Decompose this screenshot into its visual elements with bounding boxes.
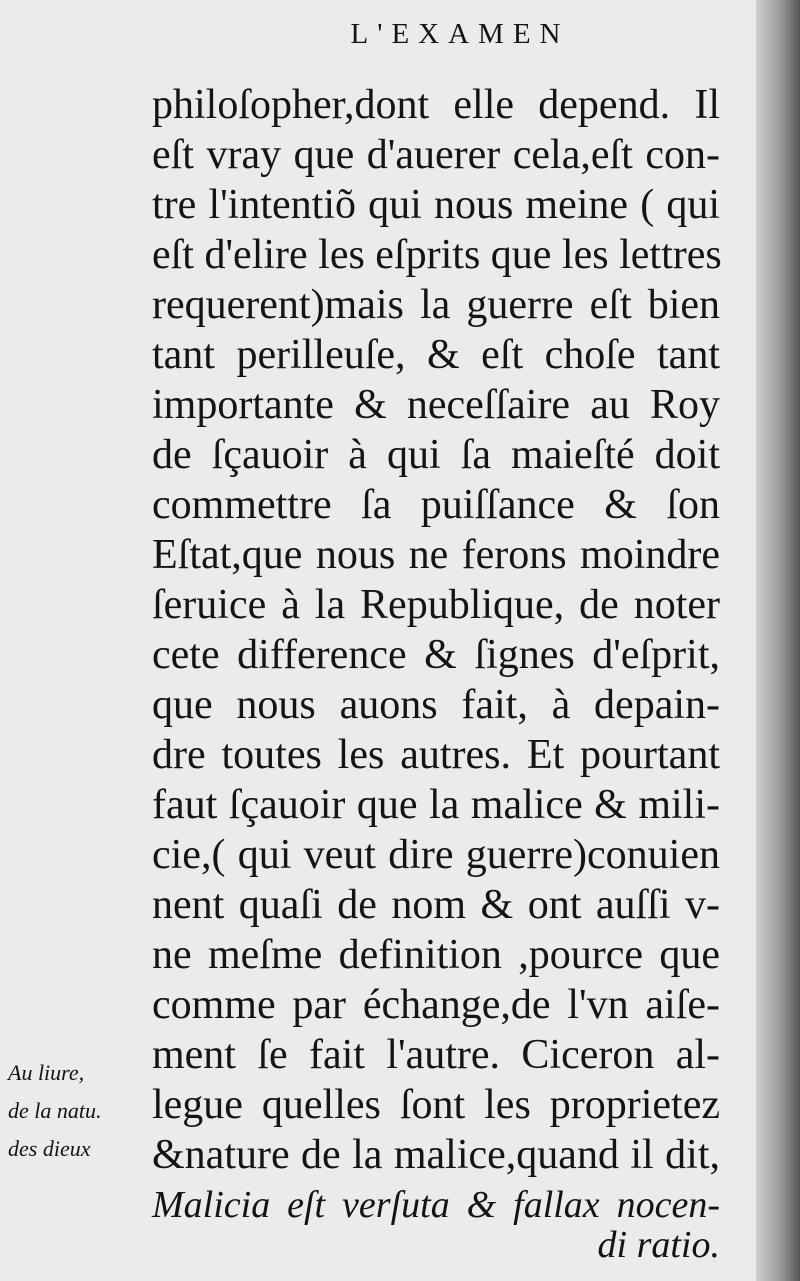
text-line: eſt vray que d'auerer cela,eſt con- — [152, 132, 720, 178]
latin-quote-line: Malicia eſt verſuta & fallax nocen- — [152, 1184, 720, 1226]
text-line: de ſçauoir à qui ſa maieſté doit — [152, 432, 720, 478]
text-line: legue quelles ſont les proprietez — [152, 1082, 720, 1128]
text-line: eſt d'elire les eſprits que les lettres — [152, 232, 722, 278]
text-line: ment ſe fait l'autre. Ciceron al- — [152, 1032, 720, 1078]
text-line: ſeruice à la Republique, de noter — [152, 582, 720, 628]
text-line: nent quaſi de nom & ont auſſi v- — [152, 882, 720, 928]
text-line: comme par échange,de l'vn aiſe- — [152, 982, 720, 1028]
text-line: tant perilleuſe, & eſt choſe tant — [152, 332, 720, 378]
text-line: philoſopher,dont elle depend. Il — [152, 82, 720, 128]
text-line: faut ſçauoir que la malice & mili- — [152, 782, 720, 828]
text-line: ne meſme definition ,pource que — [152, 932, 720, 978]
margin-note-line: des dieux — [8, 1136, 91, 1161]
text-line: cete difference & ſignes d'eſprit, — [152, 632, 720, 678]
text-line: dre toutes les autres. Et pourtant — [152, 732, 720, 778]
running-title: L'EXAMEN — [350, 18, 570, 50]
text-line: tre l'intentiõ qui nous meine ( qui — [152, 182, 720, 228]
page-edge-shadow — [756, 0, 800, 1281]
text-line: commettre ſa puiſſance & ſon — [152, 482, 720, 528]
text-line: Eſtat,que nous ne ferons moindre — [152, 532, 720, 578]
margin-note-line: de la natu. — [8, 1098, 102, 1123]
text-line: importante & neceſſaire au Roy — [152, 382, 720, 428]
text-line: cie,( qui veut dire guerre)conuien — [152, 832, 720, 878]
text-line: &nature de la malice,quand il dit, — [152, 1132, 720, 1178]
latin-quote-line: di ratio. — [597, 1224, 720, 1266]
margin-note-line: Au liure, — [8, 1060, 85, 1085]
text-line: que nous auons fait, à depain- — [152, 682, 720, 728]
text-line: requerent)mais la guerre eſt bien — [152, 282, 720, 328]
